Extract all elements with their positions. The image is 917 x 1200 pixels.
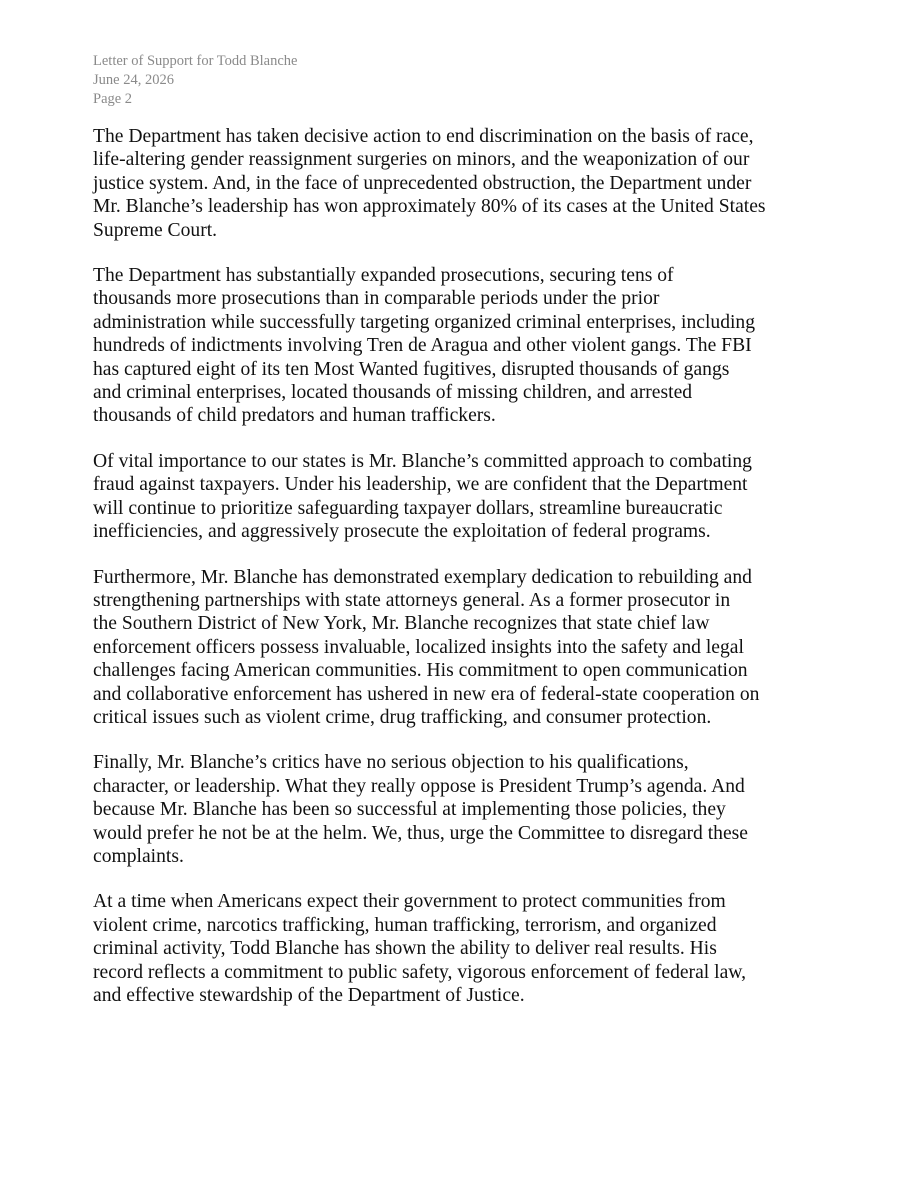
page-header [93,52,298,109]
paragraph-fraud: Of vital importance to our states is Mr. Blanche’s committed approach to combating fraud against taxpayers. Under his leadership, we are confident that the Department will continue to prioritize safeguarding taxpayer dollars, streamline bureaucratic inefficiencies, and aggressively prosecute the exploitation of federal programs. [93,450,752,543]
header-page-number: Page 2 [93,91,133,107]
paragraph-critics: Finally, Mr. Blanche’s critics have no serious objection to his qualifications, character, or leadership. What they really oppose is President Trump’s agenda. And because Mr. Blanche has been so successful at implementing those policies, they would prefer he not be at the helm. We, thus, urge the Committee to disregard these complaints. [93,752,749,867]
paragraph-prosecutions: The Department has substantially expanded prosecutions, securing tens of thousands more prosecutions than in comparable periods under the prior administration while successfully targeting organized criminal enterprises, including hundreds of indictments involving Tren de Aragua and other violent gangs. The FBI has captured eight of its ten Most Wanted fugitives, disrupted thousands of gangs and criminal enterprises, located thousands of missing children, and arrested thousands of child predators and human traffickers. [93,265,756,427]
paragraph-conclusion: At a time when Americans expect their government to protect communities from violent crime, narcotics trafficking, human trafficking, terrorism, and organized criminal activity, Todd Blanche has shown the ability to deliver real results. His record reflects a commitment to public safety, vigorous enforcement of federal law, and effective stewardship of the Department of Justice. [93,891,747,1006]
paragraph-achievements: The Department has taken decisive action to end discrimination on the basis of race, life-altering gender reassignment surgeries on minors, and the weaponization of our justice system. And, in the face of unprecedented obstruction, the Department under Mr. Blanche’s leadership has won approximately 80% of its cases at the United States Supreme Court. [93,126,766,241]
header-date: June 24, 2026 [93,72,174,88]
letter-body [93,125,826,1007]
paragraph-partnerships: Furthermore, Mr. Blanche has demonstrated exemplary dedication to rebuilding and strengthening partnerships with state attorneys general. As a former prosecutor in the Southern District of New York, Mr. Blanche recognizes that state chief law enforcement officers possess invaluable, localized insights into the safety and legal challenges facing American communities. His commitment to open communication and collaborative enforcement has ushered in new era of federal-state cooperation on critical issues such as violent crime, drug trafficking, and consumer protection. [93,566,760,728]
header-title: Letter of Support for Todd Blanche [93,53,298,69]
